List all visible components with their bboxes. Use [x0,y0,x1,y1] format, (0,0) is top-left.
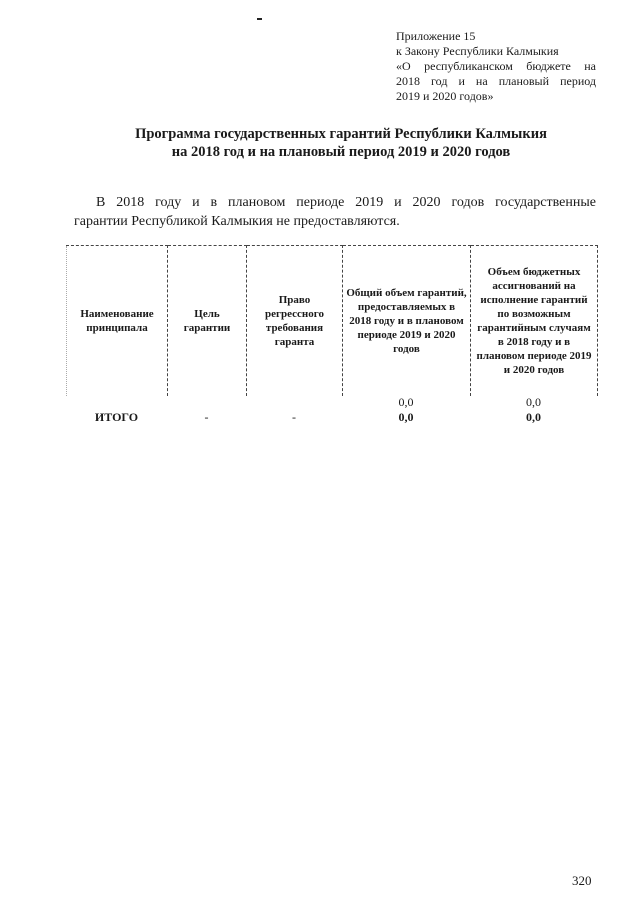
header-total-volume: Общий объем гарантий, предоставляемых в 2018 году и в плановом периоде 2019 и 2020 годов [343,246,471,397]
paragraph-line-1: В 2018 году и в плановом периоде 2019 и 2020 годов государственные [96,195,596,210]
appendix-header [396,29,596,104]
paragraph-line-2: гарантии Республикой Калмыкия не предоставляются. [74,214,400,229]
header-principal: Наименование принципала [67,246,168,397]
appendix-law-title-2: 2018 год и на плановый период [396,74,596,88]
body-paragraph [74,193,596,231]
header-goal: Цель гарантии [168,246,247,397]
subtotal-budget: 0,0 [526,395,541,409]
appendix-law-title-3: 2019 и 2020 годов» [396,89,494,103]
page-number: 320 [572,873,592,888]
header-regress: Право регрессного требования гаранта [247,246,343,397]
total-budget: 0,0 [526,410,541,424]
total-label: ИТОГО [94,410,139,424]
appendix-law: к Закону Республики Калмыкия [396,44,559,58]
total-regress: - [292,410,296,424]
total-goal: - [204,410,209,424]
total-row [66,410,597,425]
subtotal-amount: 0,0 [398,395,414,409]
appendix-number: Приложение 15 [396,29,476,43]
table-header-row [67,246,598,397]
header-budget-volume: Объем бюджетных ассигнований на исполнение гарантий по возможным гарантийным случаям в 2018 году и в плановом периоде 2019 и 2020 годов [471,246,598,397]
table-totals [66,395,597,425]
title-line-1: Программа государственных гарантий Республики Калмыкия [135,126,547,142]
appendix-law-title-1: «О республиканском бюджете на [396,59,596,73]
scan-dash-mark [257,18,262,20]
table-row [66,395,597,410]
total-amount: 0,0 [398,410,414,424]
document-title [80,125,602,161]
title-line-2: на 2018 год и на плановый период 2019 и 2020 годов [171,144,511,160]
guarantees-table [66,245,598,396]
